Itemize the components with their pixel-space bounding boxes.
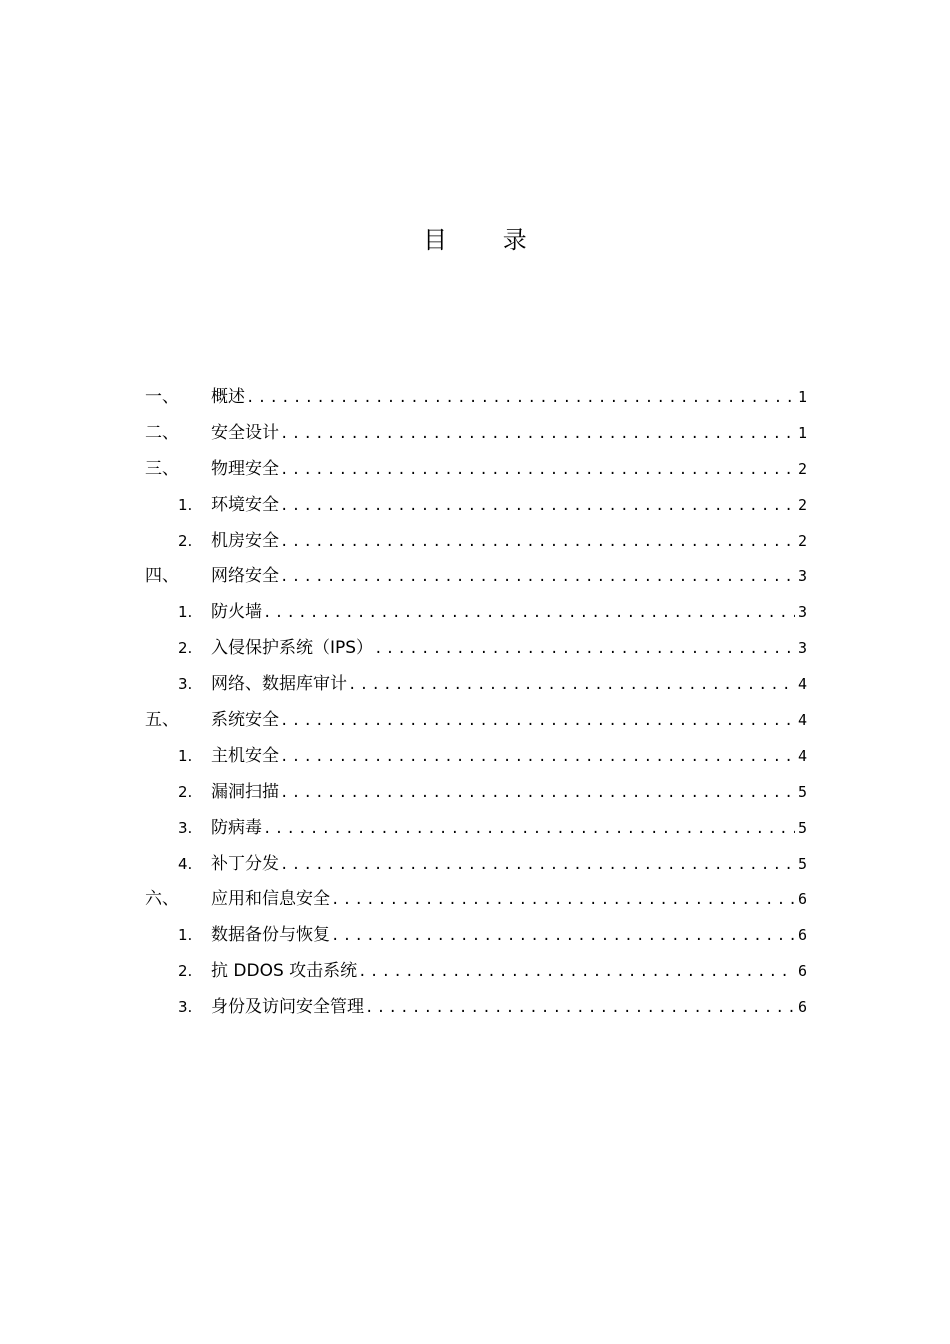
toc-entry[interactable] bbox=[145, 558, 807, 594]
toc-entry-title: 数据备份与恢复 bbox=[211, 925, 330, 946]
toc-page-number: 4 bbox=[797, 711, 807, 730]
toc-entry[interactable] bbox=[145, 451, 807, 487]
toc-dot-leader bbox=[364, 990, 795, 1026]
page-title: 目 录 bbox=[423, 226, 551, 254]
toc-page-number: 4 bbox=[797, 746, 807, 765]
toc-entry-title: 应用和信息安全 bbox=[211, 889, 330, 910]
toc-page-number: 2 bbox=[797, 459, 807, 478]
toc-dot-leader bbox=[279, 559, 795, 595]
toc-subentry[interactable] bbox=[145, 594, 807, 630]
toc-entry-title: 安全设计 bbox=[211, 422, 279, 443]
toc-subentry[interactable] bbox=[145, 774, 807, 810]
toc-page-number: 2 bbox=[797, 495, 807, 514]
toc-entry-number: 3. bbox=[178, 818, 193, 837]
toc-entry-number: 2. bbox=[178, 782, 193, 801]
toc-page-number: 3 bbox=[797, 603, 807, 622]
toc-page-number: 3 bbox=[797, 567, 807, 586]
toc-entry-number: 3. bbox=[178, 675, 193, 694]
toc-entry-number: 五、 bbox=[145, 710, 179, 731]
toc-dot-leader bbox=[330, 882, 795, 918]
toc-entry-title: 补丁分发 bbox=[211, 853, 279, 874]
toc-page-number: 5 bbox=[797, 782, 807, 801]
toc-subentry[interactable] bbox=[145, 666, 807, 702]
toc-entry-number: 2. bbox=[178, 962, 193, 981]
toc-entry-title: 概述 bbox=[211, 387, 245, 407]
toc-page-number: 6 bbox=[797, 890, 807, 909]
toc-entry-title: 系统安全 bbox=[211, 710, 279, 731]
toc-entry-title: 主机安全 bbox=[211, 745, 279, 766]
toc-entry-title: 网络安全 bbox=[211, 566, 279, 587]
toc-subentry[interactable] bbox=[145, 523, 807, 559]
toc-page-number: 4 bbox=[797, 675, 807, 694]
toc-subentry[interactable] bbox=[145, 917, 807, 953]
toc-entry-number: 3. bbox=[178, 998, 193, 1017]
toc-entry-number: 4. bbox=[178, 854, 193, 873]
toc-dot-leader bbox=[262, 811, 795, 847]
toc-entry-title: 机房安全 bbox=[211, 530, 279, 551]
toc-entry-number: 一、 bbox=[145, 387, 179, 407]
toc-dot-leader bbox=[279, 524, 795, 560]
toc-entry-number: 1. bbox=[178, 746, 193, 765]
toc-dot-leader bbox=[279, 847, 795, 883]
toc-entry[interactable] bbox=[145, 379, 807, 415]
toc-subentry[interactable] bbox=[145, 810, 807, 846]
toc-entry-number: 2. bbox=[178, 639, 193, 658]
toc-page-number: 3 bbox=[797, 639, 807, 658]
toc-page-number: 1 bbox=[797, 388, 807, 406]
toc-subentry[interactable] bbox=[145, 989, 807, 1025]
toc-dot-leader bbox=[347, 667, 795, 703]
toc-dot-leader bbox=[279, 416, 795, 452]
toc-page-number: 1 bbox=[797, 423, 807, 442]
toc-entry[interactable] bbox=[145, 702, 807, 738]
table-of-contents bbox=[145, 379, 807, 1025]
toc-dot-leader bbox=[279, 703, 795, 739]
toc-page-number: 2 bbox=[797, 531, 807, 550]
toc-dot-leader bbox=[373, 631, 795, 667]
toc-subentry[interactable] bbox=[145, 846, 807, 882]
toc-subentry[interactable] bbox=[145, 487, 807, 523]
toc-subentry[interactable] bbox=[145, 630, 807, 666]
toc-entry-title: 物理安全 bbox=[211, 458, 279, 479]
toc-entry-title: 防病毒 bbox=[211, 817, 262, 838]
toc-page-number: 5 bbox=[797, 818, 807, 837]
toc-page-number: 6 bbox=[797, 998, 807, 1017]
toc-entry-title: 防火墙 bbox=[211, 602, 262, 623]
toc-entry-number: 1. bbox=[178, 926, 193, 945]
toc-entry-number: 六、 bbox=[145, 889, 179, 910]
toc-dot-leader bbox=[262, 595, 795, 631]
toc-dot-leader bbox=[279, 775, 795, 811]
toc-dot-leader bbox=[245, 380, 795, 416]
toc-entry-title: 网络、数据库审计 bbox=[211, 674, 347, 695]
toc-entry-number: 1. bbox=[178, 603, 193, 622]
toc-dot-leader bbox=[279, 739, 795, 775]
toc-page-number: 6 bbox=[797, 962, 807, 981]
toc-entry-title: 入侵保护系统（IPS） bbox=[211, 638, 374, 659]
toc-dot-leader bbox=[279, 488, 795, 524]
toc-entry-number: 三、 bbox=[145, 458, 179, 479]
toc-entry[interactable] bbox=[145, 415, 807, 451]
toc-page-number: 5 bbox=[797, 854, 807, 873]
toc-entry-title: 身份及访问安全管理 bbox=[211, 997, 364, 1018]
toc-page-number: 6 bbox=[797, 926, 807, 945]
toc-entry-title: 环境安全 bbox=[211, 494, 279, 515]
toc-entry-title: 抗 DDOS 攻击系统 bbox=[211, 961, 358, 982]
toc-entry-number: 四、 bbox=[145, 566, 179, 587]
toc-dot-leader bbox=[330, 918, 795, 954]
toc-subentry[interactable] bbox=[145, 738, 807, 774]
toc-subentry[interactable] bbox=[145, 953, 807, 989]
toc-entry-number: 二、 bbox=[145, 422, 179, 443]
toc-entry[interactable] bbox=[145, 881, 807, 917]
toc-entry-number: 1. bbox=[178, 495, 193, 514]
toc-entry-number: 2. bbox=[178, 531, 193, 550]
toc-entry-title: 漏洞扫描 bbox=[211, 781, 279, 802]
toc-dot-leader bbox=[279, 452, 795, 488]
toc-dot-leader bbox=[357, 954, 795, 990]
